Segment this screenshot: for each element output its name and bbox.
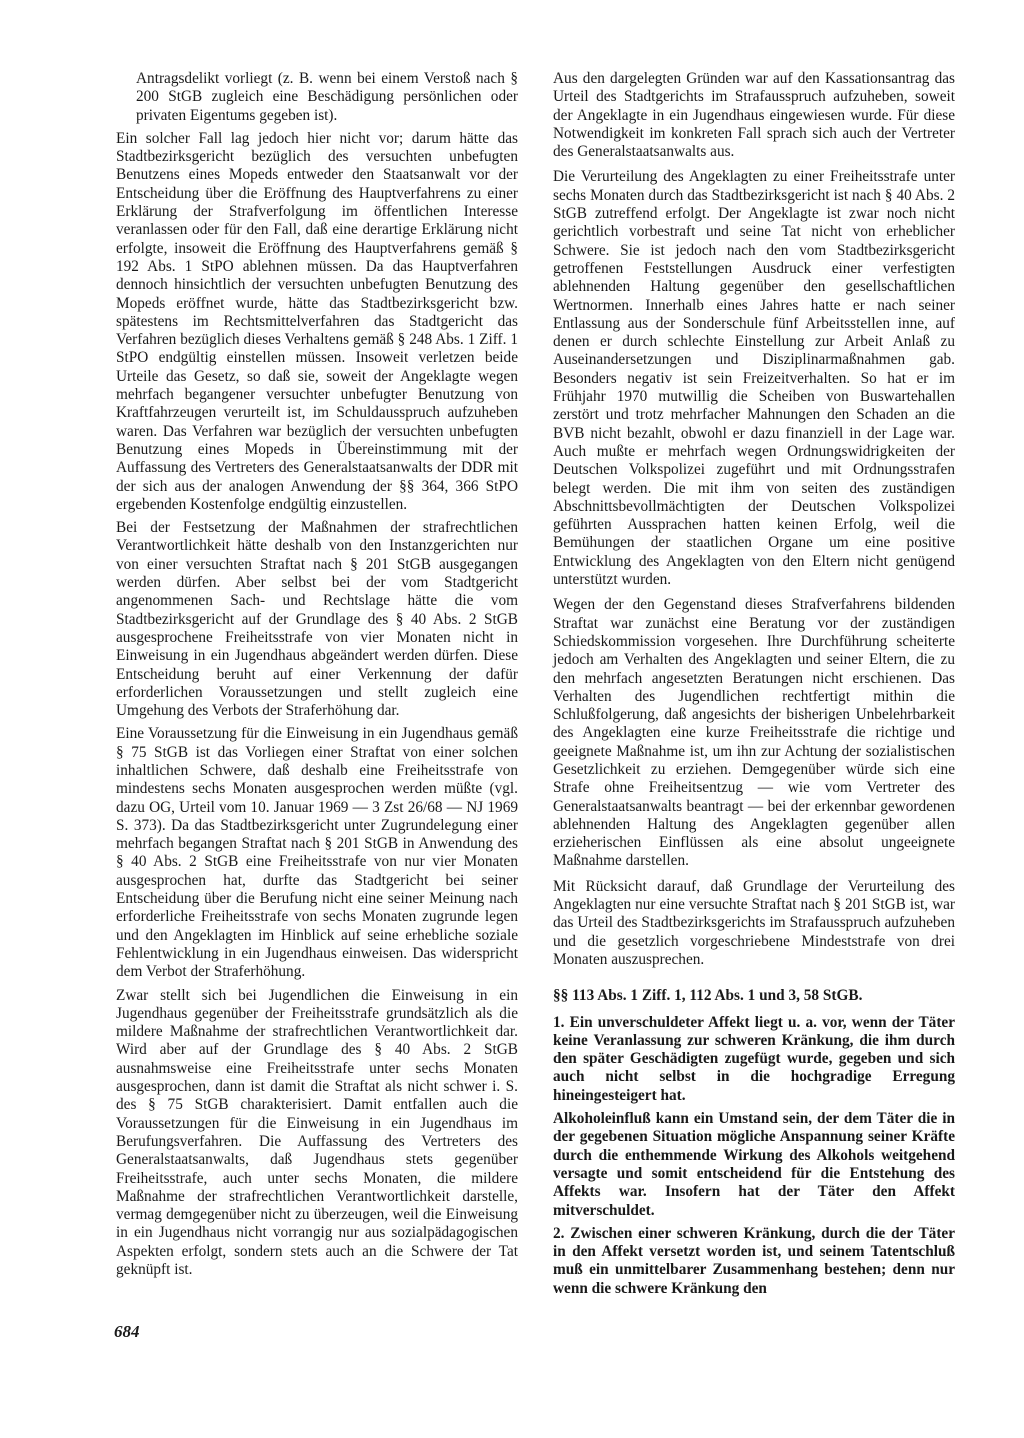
paragraph: Eine Voraussetzung für die Einweisung in ein Jugendhaus gemäß § 75 StGB ist das Vorliegen einer Straftat von einer solchen inhaltlichen Schwere, daß deshalb eine Freiheitsstrafe von mindestens sechs Monaten ausgesprochen werden müßte (vgl. dazu OG, Urteil vom 10. Januar 1969 — 3 Zst 26/68 — NJ 1969 S. 373). Da das Stadtbezirksgericht unter Zugrundelegung einer mehrfach begangen Straftat nach § 201 StGB in Anwendung des § 40 Abs. 2 StGB eine Freiheitsstrafe von nur vier Monaten ausgesprochen hat, durfte das Stadtgericht bei seiner Entscheidung über die Berufung nicht eine seiner Meinung nach erforderliche Freiheitsstrafe von sechs Monaten zugrunde legen und den Angeklagten im Hinblick auf seine erhebliche soziale Fehlentwicklung in ein Jugendhaus einweisen. Das widerspricht dem Verbot der Straferhöhung. [116, 725, 518, 981]
headnote: 2. Zwischen einer schweren Kränkung, durch die der Täter in den Affekt versetzt worden ist, und seinem Tatentschluß muß ein unmittelbarer Zusammenhang bestehen; denn nur wenn die schwere Kränkung den [553, 1224, 955, 1297]
paragraph: Aus den dargelegten Gründen war auf den Kassationsantrag das Urteil des Stadtgerichts im Strafausspruch aufzuheben, soweit der Angeklagte in ein Jugendhaus eingewiesen wurde. Für diese Notwendigkeit im konkreten Fall sprach sich auch der Vertreter des Generalstaatsanwalts aus. [553, 70, 955, 161]
paragraph: Wegen der den Gegenstand dieses Strafverfahrens bildenden Straftat war zunächst eine Beratung vor der zuständigen Schiedskommission vorgesehen. Ihre Durchführung scheiterte jedoch am Verhalten des Angeklagten und seiner Eltern, die zu den mehrfach angesetzten Beratungen nicht erschienen. Das Verhalten des Jugendlichen rechtfertigt mithin die Schlußfolgerung, daß angesichts der bisherigen Unbelehrbarkeit des Angeklagten eine kurze Freiheitsstrafe die richtige und geeignete Maßnahme ist, um ihn zur Achtung der sozialistischen Gesetzlichkeit zu erziehen. Demgegenüber würde sich eine Strafe ohne Freiheitsentzug — wie vom Vertreter des Generalstaatsanwalts beantragt — bei der erkennbar gewordenen ablehnenden Haltung des Angeklagten gegenüber allen erzieherischen Einflüssen als eine absolut ungeeignete Maßnahme darstellen. [553, 596, 955, 870]
paragraph: Zwar stellt sich bei Jugendlichen die Einweisung in ein Jugendhaus gegenüber der Freiheitsstrafe grundsätzlich als die mildere Maßnahme der strafrechtlichen Verantwortlichkeit dar. Wird aber auf der Grundlage des § 40 Abs. 2 StGB ausnahmsweise eine Freiheitsstrafe unter sechs Monaten ausgesprochen, dann ist damit die Straftat als nicht schwer i. S. des § 75 StGB charakterisiert. Damit entfallen auch die Voraussetzungen für die Einweisung in ein Jugendhaus im Berufungsverfahren. Die Auffassung des Vertreters des Generalstaatsanwalts, daß Jugendhaus stets gegenüber Freiheitsstrafe, auch unter sechs Monaten, die mildere Maßnahme der strafrechtlichen Verantwortlichkeit darstelle, vermag demgegenüber nicht zu überzeugen, weil die Einweisung in ein Jugendhaus nicht vorrangig nur aus sozialpädagogischen Aspekten erfolgt, sondern stets auch an die Schwere der Tat geknüpft ist. [116, 986, 518, 1278]
page-number: 684 [114, 1322, 140, 1341]
paragraph: Die Verurteilung des Angeklagten zu einer Freiheitsstrafe unter sechs Monaten durch das Stadtbezirksgericht ist nach § 40 Abs. 2 StGB zutreffend erfolgt. Der Angeklagte ist zwar noch nicht gerichtlich vorbestraft und seine Tat nicht von erheblicher Schwere. Sie ist jedoch nach den vom Stadtbezirksgericht getroffenen Feststellungen Ausdruck einer verfestigten ablehnenden Haltung gegenüber den gesellschaftlichen Wertnormen. Innerhalb eines Jahres hatte er nach seiner Entlassung aus der Sonderschule fünf Arbeitsstellen inne, auf denen er durch schlechte Einstellung zur Arbeit Anlaß zu Auseinandersetzungen und Disziplinarmaßnahmen gab. Besonders negativ ist sein Freizeitverhalten. So hat er im Frühjahr 1970 mutwillig die Scheiben von Buswartehallen zerstört und trotz mehrfacher Mahnungen den Schaden an die BVB nicht bezahlt, obwohl er dazu finanziell in der Lage war. Auch mußte er mehrfach wegen Ordnungswidrigkeiten der Deutschen Volkspolizei zugeführt und mit Ordnungsstrafen belegt werden. Die mit ihm von seiten des zuständigen Abschnittsbevollmächtigten der Deutschen Volkspolizei geführten Aussprachen hatten keinen Erfolg, weil die Bemühungen der staatlichen Organe um eine positive Entwicklung des Angeklagten von den Eltern nicht genügend unterstützt wurden. [553, 168, 955, 589]
headnote: 1. Ein unverschuldeter Affekt liegt u. a. vor, wenn der Täter keine Veranlassung zur schweren Kränkung, die ihm durch den später Geschädigten zugefügt wurde, gegeben und sich auch nicht selbst in die hochgradige Erregung hineingesteigert hat. [553, 1013, 955, 1104]
headnote: Alkoholeinfluß kann ein Umstand sein, der dem Täter die in der gegebenen Situation mögliche Anspannung seiner Kräfte durch die enthemmende Wirkung des Alkohols weitgehend versagte und somit entscheidend für die Entstehung des Affekts war. Insofern hat der Täter den Affekt mitverschuldet. [553, 1110, 955, 1219]
paragraph: Bei der Festsetzung der Maßnahmen der strafrechtlichen Verantwortlichkeit hätte deshalb von den Instanzgerichten nur von einer versuchten Straftat nach § 201 StGB ausgegangen werden dürfen. Aber selbst bei der vom Stadtgericht angenommenen Sach- und Rechtslage hätte die vom Stadtbezirksgericht auf der Grundlage des § 40 Abs. 2 StGB ausgesprochene Freiheitsstrafe von vier Monaten nicht in Einweisung in ein Jugendhaus abgeändert werden dürfen. Diese Entscheidung beruht auf einer Verkennung der dafür erforderlichen Voraussetzungen und stellt zugleich eine Umgehung des Verbots der Straferhöhung dar. [116, 519, 518, 720]
paragraph: Ein solcher Fall lag jedoch hier nicht vor; darum hätte das Stadtbezirksgericht bezüglich des versuchten unbefugten Benutzens eines Mopeds entweder den Staatsanwalt vor der Entscheidung über die Eröffnung des Hauptverfahrens zu einer Erklärung der Strafverfolgung im öffentlichen Interesse veranlassen oder für den Fall, daß eine derartige Erklärung nicht erfolgte, insoweit die Eröffnung des Hauptverfahrens gemäß § 192 Abs. 1 StPO ablehnen müssen. Da das Hauptverfahren dennoch hinsichtlich der versuchten unbefugten Benutzung des Mopeds eröffnet wurde, hätte das Stadtbezirksgericht bzw. spätestens im Rechtsmittelverfahren das Stadtgericht das Verfahren bezüglich dieses Verhaltens gemäß § 248 Abs. 1 Ziff. 1 StPO endgültig einstellen müssen. Insoweit verletzen beide Urteile das Gesetz, so daß sie, soweit der Angeklagte wegen mehrfach begangener versuchter unbefugter Benutzung von Kraftfahrzeugen verurteilt ist, im Schuldausspruch aufzuheben waren. Das Verfahren war bezüglich der versuchten unbefugten Benutzung eines Mopeds in Übereinstimmung mit der Auffassung des Vertreters des Generalstaatsanwalts der DDR mit der sich aus der analogen Anwendung der §§ 364, 366 StPO ergebenden Kostenfolge endgültig einzustellen. [116, 129, 518, 513]
section-heading: §§ 113 Abs. 1 Ziff. 1, 112 Abs. 1 und 3, 58 StGB. [553, 987, 863, 1005]
left-column [116, 70, 518, 1284]
paragraph: Antragsdelikt vorliegt (z. B. wenn bei einem Verstoß nach § 200 StGB zugleich eine Beschädigung persönlichen oder privaten Eigentums gegeben ist). [136, 70, 518, 124]
paragraph: Mit Rücksicht darauf, daß Grundlage der Verurteilung des Angeklagten nur eine versuchte Straftat nach § 201 StGB ist, war das Urteil des Stadtbezirksgerichts im Strafausspruch aufzuheben und die gesetzlich vorgeschriebene Mindeststrafe von drei Monaten auszusprechen. [553, 877, 955, 968]
right-column [553, 70, 955, 1303]
